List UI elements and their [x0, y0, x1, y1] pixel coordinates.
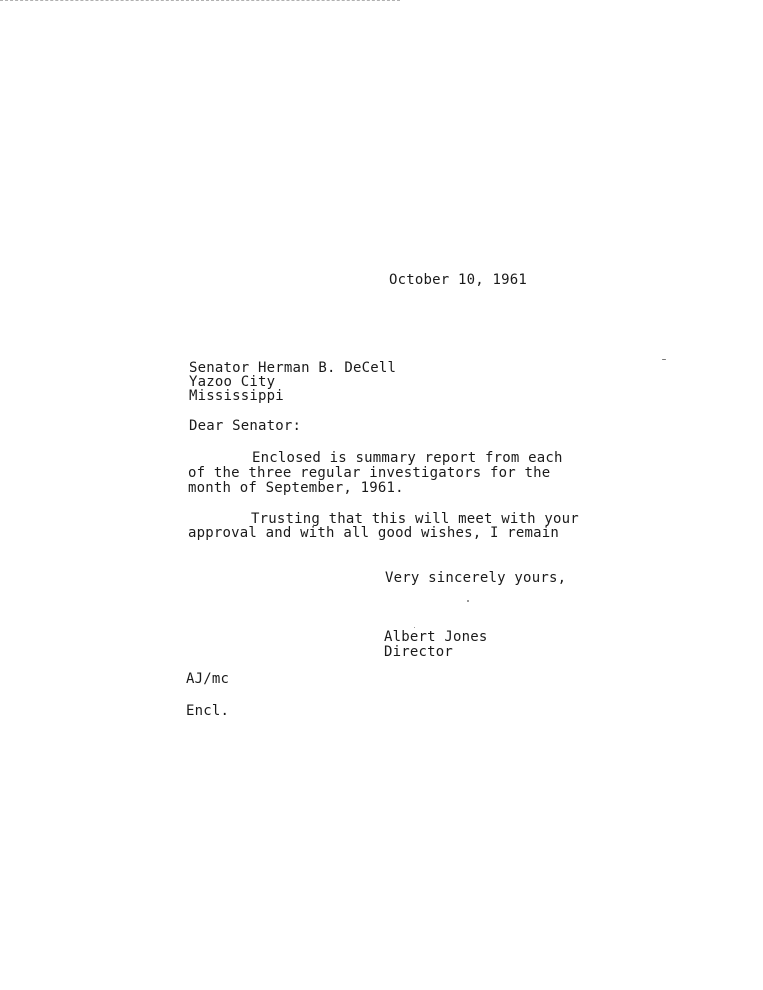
- signer-title: Director: [384, 644, 454, 660]
- paper-speck: [414, 627, 415, 628]
- paragraph1-line2: of the three regular investigators for the: [188, 465, 551, 481]
- enclosure-note: Encl.: [186, 703, 230, 719]
- typist-initials: AJ/mc: [186, 671, 230, 687]
- recipient-name: Senator Herman B. DeCell: [189, 360, 397, 376]
- signer-name: Albert Jones: [384, 629, 488, 645]
- paragraph1-line1: Enclosed is summary report from each: [252, 450, 563, 466]
- paragraph2-line2: approval and with all good wishes, I remain: [188, 525, 560, 541]
- paper-speck: [662, 359, 666, 360]
- paragraph2-line1: Trusting that this will meet with your: [251, 511, 579, 527]
- top-border-rule: [0, 0, 400, 1]
- salutation: Dear Senator:: [189, 418, 302, 434]
- recipient-city: Yazoo City: [189, 374, 276, 390]
- recipient-state: Mississippi: [189, 388, 284, 404]
- letter-date: October 10, 1961: [389, 272, 528, 288]
- paper-speck: [467, 600, 469, 602]
- paragraph1-line3: month of September, 1961.: [188, 480, 404, 496]
- closing: Very sincerely yours,: [385, 570, 567, 586]
